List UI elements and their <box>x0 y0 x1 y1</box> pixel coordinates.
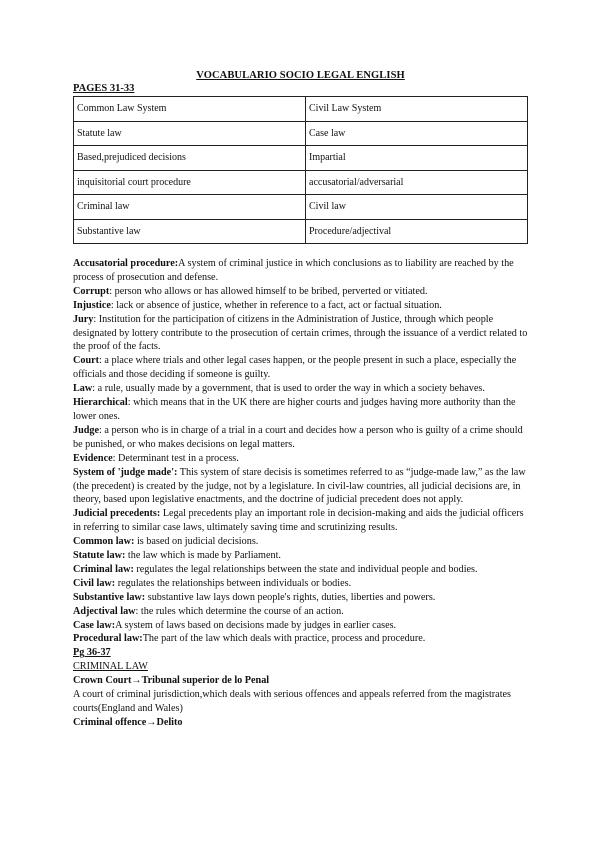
vocabulary-table <box>73 96 528 244</box>
table-cell-left: Substantive law <box>74 219 306 244</box>
entry-subheading: Crown Court→Tribunal superior de lo Penal <box>73 675 270 687</box>
definition-text: : a person who is in charge of a trial in a court and decides how a person who is guilty of a crime should be punished, or who makes decisions on legal matters. <box>73 424 523 450</box>
definition-text: : a rule, usually made by a government, that is used to order the way in which a society behaves. <box>92 383 485 395</box>
definition-item <box>73 563 528 577</box>
definition-term: Case law: <box>73 619 116 631</box>
definition-text: substantive law lays down people's rights, duties, liberties and powers. <box>145 591 436 603</box>
definition-text: regulates the legal relationships between the state and individual people and bodies. <box>133 563 478 575</box>
table-cell-right: Case law <box>306 121 528 146</box>
table-cell-right: Civil law <box>306 195 528 220</box>
definition-text: : a place where trials and other legal cases happen, or the people present in such a place, especially the officials and those deciding if someone is guilty. <box>73 355 517 381</box>
definition-item <box>73 507 528 535</box>
definition-text: : the rules which determine the course of an action. <box>135 605 344 617</box>
definition-term: Procedural law: <box>73 633 143 645</box>
definition-text: A system of laws based on decisions made by judges in earlier cases. <box>115 619 397 631</box>
definition-term: Civil law: <box>73 577 116 589</box>
definition-item <box>73 549 528 563</box>
document-page <box>73 70 528 730</box>
definition-term: Injustice <box>73 299 111 311</box>
definition-term: Hierarchical <box>73 397 128 409</box>
definition-term: Corrupt <box>73 285 110 297</box>
section2-heading: CRIMINAL LAW <box>73 661 148 673</box>
table-row <box>74 97 528 122</box>
definition-item <box>73 535 528 549</box>
table-cell-left: Statute law <box>74 121 306 146</box>
table-row <box>74 170 528 195</box>
table-cell-left: Criminal law <box>74 195 306 220</box>
definition-item <box>73 632 528 646</box>
definition-term: Evidence <box>73 452 113 464</box>
definition-item <box>73 605 528 619</box>
entry-text: A court of criminal jurisdiction,which deals with serious offences and appeals referred from the magistrates courts(England and Wales) <box>73 689 512 714</box>
definitions-list <box>73 257 528 646</box>
table-row <box>74 219 528 244</box>
definition-text: is based on judicial decisions. <box>134 536 259 548</box>
definition-item <box>73 354 528 382</box>
definition-item <box>73 396 528 424</box>
definition-text: the law which is made by Parliament. <box>125 550 281 562</box>
definition-text: regulates the relationships between individuals or bodies. <box>115 577 352 589</box>
definition-item <box>73 382 528 396</box>
table-cell-left: inquisitorial court procedure <box>74 170 306 195</box>
definition-item <box>73 313 528 355</box>
definition-term: Substantive law: <box>73 591 146 603</box>
definition-text: : person who allows or has allowed himself to be bribed, perverted or vitiated. <box>109 285 428 297</box>
definition-term: Common law: <box>73 536 135 548</box>
definition-term: Judicial precedents: <box>73 508 161 520</box>
table-row <box>74 121 528 146</box>
table-cell-right: Impartial <box>306 146 528 171</box>
definition-term: System of 'judge made': <box>73 466 178 478</box>
definition-text: : lack or absence of justice, whether in reference to a fact, act or factual situation. <box>110 299 442 311</box>
definition-term: Jury <box>73 313 94 325</box>
definition-text: A system of criminal justice in which conclusions as to liability are reached by the process of prosecution and defense. <box>73 258 514 283</box>
definition-text: : Determinant test in a process. <box>112 452 239 464</box>
definition-term: Statute law: <box>73 550 126 562</box>
definition-item <box>73 299 528 313</box>
definition-term: Accusatorial procedure: <box>73 258 179 269</box>
table-row <box>74 195 528 220</box>
definition-text: : Institution for the participation of citizens in the Administration of Justice, through which people designated by lottery contribute to the prosecution of certain crimes, through the issuance of a verdict related to the proof of the facts. <box>73 313 528 353</box>
definition-item <box>73 452 528 466</box>
document-title: VOCABULARIO SOCIO LEGAL ENGLISH <box>196 70 405 81</box>
table-cell-right: accusatorial/adversarial <box>306 170 528 195</box>
section2-pages-label: Pg 36-37 <box>73 647 111 659</box>
table-cell-left: Common Law System <box>74 97 306 122</box>
definition-term: Criminal law: <box>73 563 134 575</box>
definition-item <box>73 257 528 285</box>
table-cell-right: Civil Law System <box>306 97 528 122</box>
definition-term: Adjectival law <box>73 605 136 617</box>
definition-item <box>73 424 528 452</box>
entry-subheading: Criminal offence→Delito <box>73 716 183 728</box>
table-row <box>74 146 528 171</box>
definition-item <box>73 577 528 591</box>
table-cell-right: Procedure/adjectival <box>306 219 528 244</box>
definition-item <box>73 619 528 633</box>
definition-item <box>73 466 528 508</box>
pages-label: PAGES 31-33 <box>73 83 135 94</box>
definition-item <box>73 285 528 299</box>
table-cell-left: Based,prejudiced decisions <box>74 146 306 171</box>
definition-term: Judge <box>73 424 100 436</box>
definition-text: Legal precedents play an important role in decision-making and aids the judicial officers in referring to similar case laws, ultimately saving time and scrutinizing results. <box>73 508 524 534</box>
definition-text: This system of stare decisis is sometimes referred to as “judge-made law,” as the law (the precedent) is created by the judge, not by a legislature. In civil-law countries, all judicial decisions are, in theory, based upon legislative enactments, and the doctrine of judicial precedent does not apply. <box>73 466 526 506</box>
definition-item <box>73 591 528 605</box>
definition-text: : which means that in the UK there are higher courts and judges having more authority than the lower ones. <box>73 397 516 422</box>
definition-term: Court <box>73 355 100 367</box>
definition-term: Law <box>73 383 93 395</box>
section2-entries <box>73 674 528 730</box>
definition-text: The part of the law which deals with practice, process and procedure. <box>142 633 426 645</box>
